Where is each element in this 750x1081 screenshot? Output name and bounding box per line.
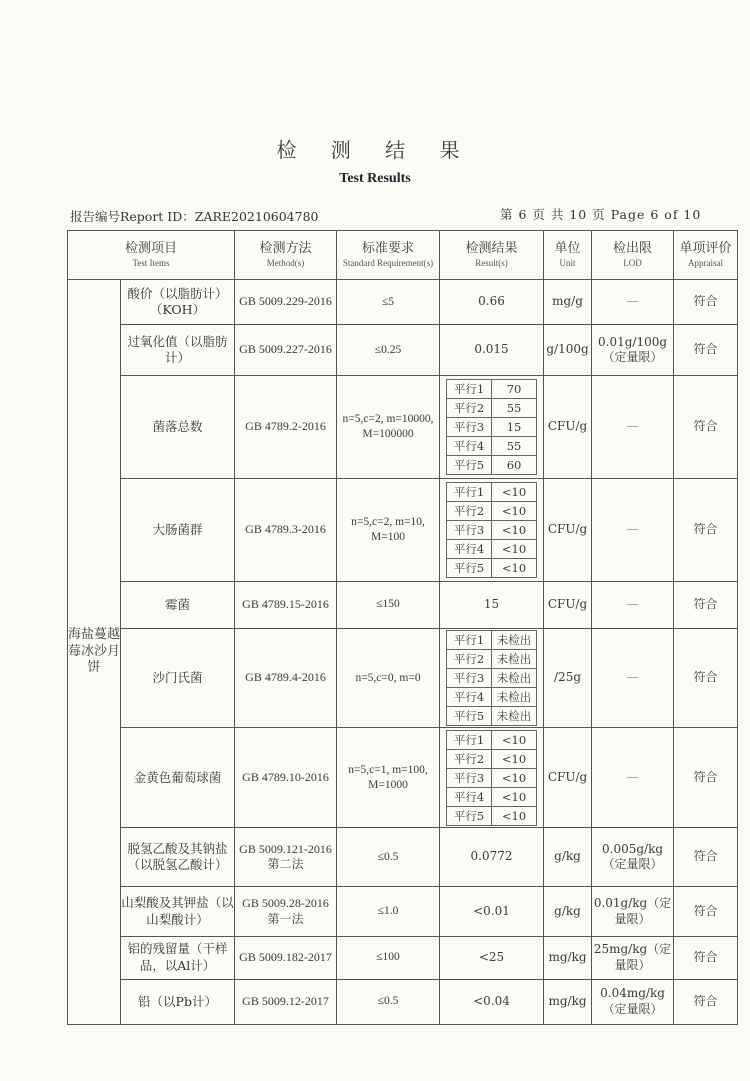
requirement-cell: n=5,c=2, m=10, M=100 bbox=[337, 479, 440, 582]
lod-cell: — bbox=[592, 581, 674, 628]
replicate-row bbox=[447, 669, 537, 688]
appraisal-cell: 符合 bbox=[674, 628, 738, 728]
appraisal-cell: 符合 bbox=[674, 936, 738, 979]
page-number: 第 6 页 共 10 页 Page 6 of 10 bbox=[500, 207, 702, 222]
replicate-value: <10 bbox=[492, 806, 537, 825]
appraisal-cell: 符合 bbox=[674, 479, 738, 582]
replicate-row bbox=[447, 688, 537, 707]
replicate-label: 平行4 bbox=[447, 688, 492, 707]
replicate-value: <10 bbox=[492, 787, 537, 806]
result-cell bbox=[440, 728, 544, 828]
page-subtitle: Test Results bbox=[339, 171, 411, 186]
requirement-cell: n=5,c=1, m=100, M=1000 bbox=[337, 728, 440, 828]
report-id: 报告编号Report ID：ZARE20210604780 bbox=[70, 209, 319, 224]
results-table bbox=[67, 230, 738, 1025]
table-row bbox=[68, 827, 738, 887]
table-row bbox=[68, 979, 738, 1024]
requirement-cell: n=5,c=2, m=10000, M=100000 bbox=[337, 376, 440, 479]
replicate-label: 平行1 bbox=[447, 730, 492, 749]
replicate-row bbox=[447, 539, 537, 558]
replicate-row bbox=[447, 437, 537, 456]
col-header-unit: 单位 Unit bbox=[544, 231, 592, 280]
unit-cell: CFU/g bbox=[544, 376, 592, 479]
table-row bbox=[68, 887, 738, 936]
lod-cell: 0.01g/kg（定量限） bbox=[592, 887, 674, 936]
appraisal-cell: 符合 bbox=[674, 728, 738, 828]
col-header-requirement: 标准要求 Standard Requirement(s) bbox=[337, 231, 440, 280]
test-item: 酸价（以脂肪计）（KOH） bbox=[121, 280, 235, 325]
col-header-item: 检测项目 Test Items bbox=[68, 231, 235, 280]
test-item: 霉菌 bbox=[121, 581, 235, 628]
method-cell: GB 5009.28-2016 第一法 bbox=[235, 887, 337, 936]
replicate-value: <10 bbox=[492, 558, 537, 577]
col-header-method: 检测方法 Method(s) bbox=[235, 231, 337, 280]
col-header-result: 检测结果 Result(s) bbox=[440, 231, 544, 280]
lod-cell: — bbox=[592, 728, 674, 828]
replicate-label: 平行2 bbox=[447, 399, 492, 418]
method-cell: GB 4789.15-2016 bbox=[235, 581, 337, 628]
unit-cell: CFU/g bbox=[544, 479, 592, 582]
lod-cell: 25mg/kg（定量限） bbox=[592, 936, 674, 979]
replicate-label: 平行3 bbox=[447, 768, 492, 787]
requirement-cell: ≤5 bbox=[337, 280, 440, 325]
lod-cell: — bbox=[592, 628, 674, 728]
replicate-row bbox=[447, 787, 537, 806]
replicate-table bbox=[446, 630, 537, 726]
appraisal-cell: 符合 bbox=[674, 376, 738, 479]
requirement-cell: ≤0.5 bbox=[337, 827, 440, 887]
replicate-row bbox=[447, 631, 537, 650]
replicate-row bbox=[447, 806, 537, 825]
result-cell: 15 bbox=[440, 581, 544, 628]
replicate-row bbox=[447, 707, 537, 726]
method-cell: GB 4789.10-2016 bbox=[235, 728, 337, 828]
unit-cell: g/kg bbox=[544, 887, 592, 936]
test-item: 菌落总数 bbox=[121, 376, 235, 479]
replicate-label: 平行2 bbox=[447, 749, 492, 768]
replicate-value: <10 bbox=[492, 482, 537, 501]
lod-cell: 0.04mg/kg（定量限） bbox=[592, 979, 674, 1024]
requirement-cell: n=5,c=0, m=0 bbox=[337, 628, 440, 728]
replicate-value: 15 bbox=[492, 418, 537, 437]
result-cell: <0.01 bbox=[440, 887, 544, 936]
table-row bbox=[68, 728, 738, 828]
unit-cell: mg/kg bbox=[544, 979, 592, 1024]
lod-cell: 0.005g/kg（定量限） bbox=[592, 827, 674, 887]
method-cell: GB 4789.2-2016 bbox=[235, 376, 337, 479]
method-cell: GB 5009.121-2016 第二法 bbox=[235, 827, 337, 887]
result-cell bbox=[440, 628, 544, 728]
replicate-row bbox=[447, 520, 537, 539]
replicate-value: <10 bbox=[492, 768, 537, 787]
replicate-row bbox=[447, 418, 537, 437]
unit-cell: /25g bbox=[544, 628, 592, 728]
table-row bbox=[68, 280, 738, 325]
method-cell: GB 5009.12-2017 bbox=[235, 979, 337, 1024]
lod-cell: 0.01g/100g（定量限） bbox=[592, 325, 674, 376]
replicate-value: 60 bbox=[492, 456, 537, 475]
result-cell: <25 bbox=[440, 936, 544, 979]
appraisal-cell: 符合 bbox=[674, 581, 738, 628]
result-cell: <0.04 bbox=[440, 979, 544, 1024]
test-item: 过氧化值（以脂肪计） bbox=[121, 325, 235, 376]
appraisal-cell: 符合 bbox=[674, 979, 738, 1024]
page-title: 检 测 结 果 bbox=[276, 138, 474, 162]
appraisal-cell: 符合 bbox=[674, 887, 738, 936]
replicate-label: 平行2 bbox=[447, 501, 492, 520]
replicate-value: 55 bbox=[492, 437, 537, 456]
unit-cell: mg/g bbox=[544, 280, 592, 325]
replicate-label: 平行3 bbox=[447, 520, 492, 539]
replicate-row bbox=[447, 768, 537, 787]
test-item: 铝的残留量（干样品，以Al计） bbox=[121, 936, 235, 979]
requirement-cell: ≤0.25 bbox=[337, 325, 440, 376]
method-cell: GB 4789.4-2016 bbox=[235, 628, 337, 728]
replicate-value: <10 bbox=[492, 501, 537, 520]
replicate-label: 平行1 bbox=[447, 482, 492, 501]
replicate-value: 未检出 bbox=[492, 707, 537, 726]
replicate-label: 平行3 bbox=[447, 418, 492, 437]
col-header-lod: 检出限 LOD bbox=[592, 231, 674, 280]
requirement-cell: ≤150 bbox=[337, 581, 440, 628]
method-cell: GB 5009.227-2016 bbox=[235, 325, 337, 376]
replicate-label: 平行3 bbox=[447, 669, 492, 688]
replicate-label: 平行5 bbox=[447, 456, 492, 475]
unit-cell: g/kg bbox=[544, 827, 592, 887]
requirement-cell: ≤1.0 bbox=[337, 887, 440, 936]
unit-cell: CFU/g bbox=[544, 728, 592, 828]
replicate-value: 未检出 bbox=[492, 669, 537, 688]
appraisal-cell: 符合 bbox=[674, 325, 738, 376]
replicate-value: <10 bbox=[492, 539, 537, 558]
replicate-table bbox=[446, 379, 537, 475]
replicate-label: 平行5 bbox=[447, 707, 492, 726]
test-item: 沙门氏菌 bbox=[121, 628, 235, 728]
replicate-label: 平行5 bbox=[447, 558, 492, 577]
appraisal-cell: 符合 bbox=[674, 827, 738, 887]
table-row bbox=[68, 479, 738, 582]
replicate-value: 未检出 bbox=[492, 650, 537, 669]
replicate-label: 平行2 bbox=[447, 650, 492, 669]
method-cell: GB 5009.182-2017 bbox=[235, 936, 337, 979]
test-item: 山梨酸及其钾盐（以山梨酸计） bbox=[121, 887, 235, 936]
category-cell: 海盐蔓越莓冰沙月饼 bbox=[68, 280, 121, 1025]
table-row bbox=[68, 581, 738, 628]
replicate-row bbox=[447, 456, 537, 475]
lod-cell: — bbox=[592, 479, 674, 582]
lod-cell: — bbox=[592, 280, 674, 325]
replicate-table bbox=[446, 730, 537, 826]
replicate-value: <10 bbox=[492, 520, 537, 539]
unit-cell: mg/kg bbox=[544, 936, 592, 979]
replicate-value: 55 bbox=[492, 399, 537, 418]
replicate-label: 平行1 bbox=[447, 631, 492, 650]
test-item: 铅（以Pb计） bbox=[121, 979, 235, 1024]
replicate-row bbox=[447, 650, 537, 669]
replicate-value: 未检出 bbox=[492, 631, 537, 650]
replicate-value: 70 bbox=[492, 380, 537, 399]
unit-cell: g/100g bbox=[544, 325, 592, 376]
replicate-label: 平行4 bbox=[447, 539, 492, 558]
replicate-value: 未检出 bbox=[492, 688, 537, 707]
result-cell: 0.0772 bbox=[440, 827, 544, 887]
lod-cell: — bbox=[592, 376, 674, 479]
replicate-value: <10 bbox=[492, 730, 537, 749]
replicate-row bbox=[447, 749, 537, 768]
table-row bbox=[68, 325, 738, 376]
col-header-appraisal: 单项评价 Appraisal bbox=[674, 231, 738, 280]
replicate-label: 平行4 bbox=[447, 787, 492, 806]
replicate-row bbox=[447, 730, 537, 749]
table-row bbox=[68, 376, 738, 479]
method-cell: GB 5009.229-2016 bbox=[235, 280, 337, 325]
replicate-row bbox=[447, 558, 537, 577]
requirement-cell: ≤100 bbox=[337, 936, 440, 979]
table-row bbox=[68, 628, 738, 728]
replicate-label: 平行5 bbox=[447, 806, 492, 825]
result-cell: 0.015 bbox=[440, 325, 544, 376]
replicate-row bbox=[447, 380, 537, 399]
method-cell: GB 4789.3-2016 bbox=[235, 479, 337, 582]
header-row bbox=[68, 231, 738, 280]
requirement-cell: ≤0.5 bbox=[337, 979, 440, 1024]
unit-cell: CFU/g bbox=[544, 581, 592, 628]
result-cell bbox=[440, 376, 544, 479]
replicate-row bbox=[447, 482, 537, 501]
replicate-value: <10 bbox=[492, 749, 537, 768]
replicate-row bbox=[447, 501, 537, 520]
result-cell: 0.66 bbox=[440, 280, 544, 325]
table-row bbox=[68, 936, 738, 979]
test-item: 大肠菌群 bbox=[121, 479, 235, 582]
replicate-label: 平行1 bbox=[447, 380, 492, 399]
replicate-row bbox=[447, 399, 537, 418]
result-cell bbox=[440, 479, 544, 582]
replicate-label: 平行4 bbox=[447, 437, 492, 456]
replicate-table bbox=[446, 482, 537, 578]
test-item: 金黄色葡萄球菌 bbox=[121, 728, 235, 828]
appraisal-cell: 符合 bbox=[674, 280, 738, 325]
test-item: 脱氢乙酸及其钠盐（以脱氢乙酸计） bbox=[121, 827, 235, 887]
